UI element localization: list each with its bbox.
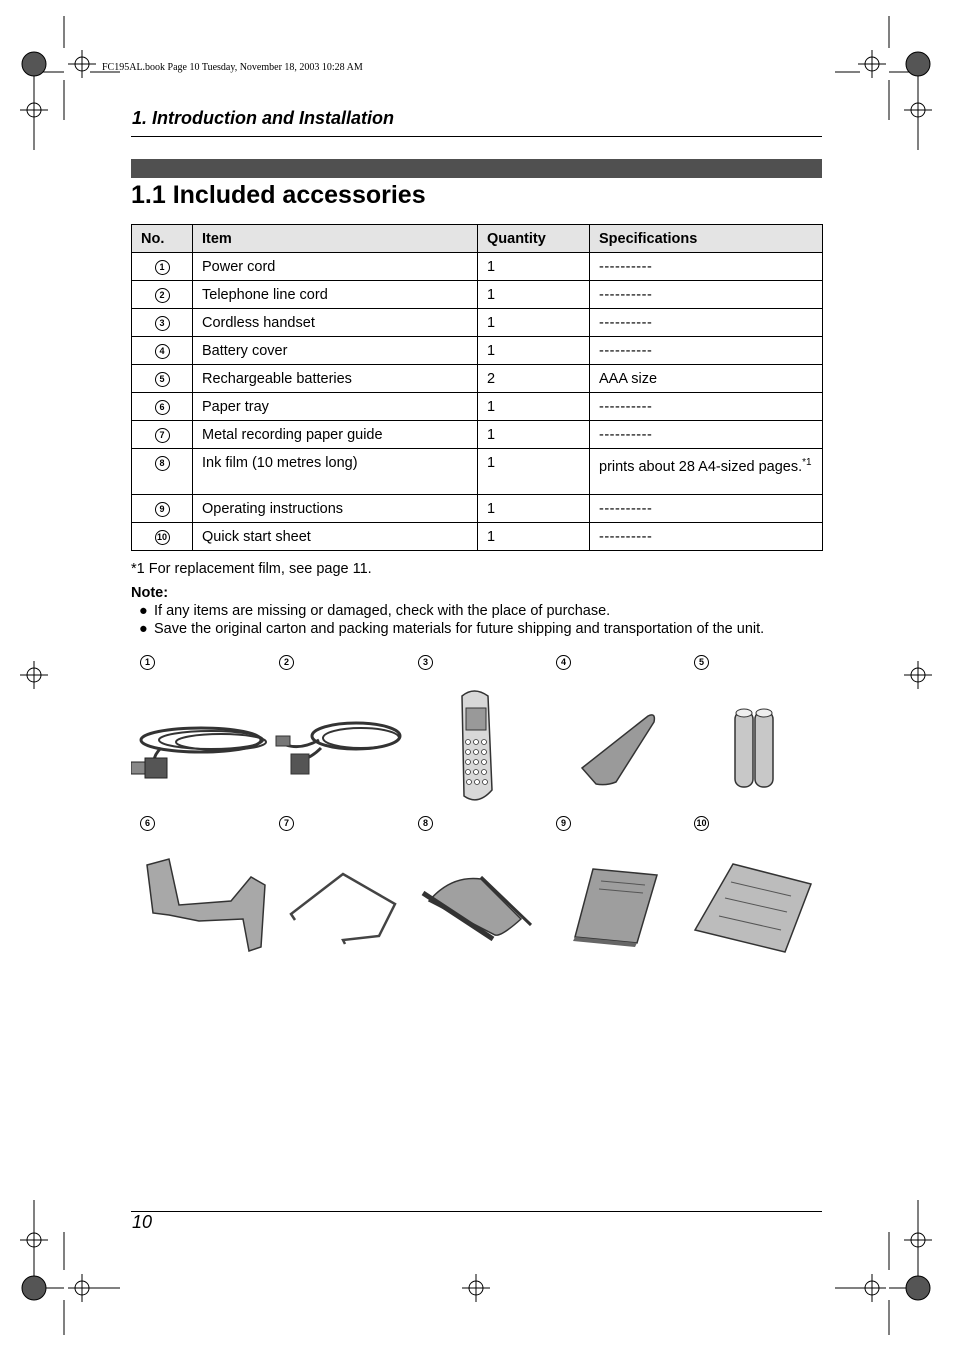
figure-label: 2 <box>279 655 294 670</box>
item-name: Cordless handset <box>202 314 315 331</box>
item-number: 4 <box>155 344 170 359</box>
item-specification: AAA size <box>599 370 658 387</box>
item-specification: ---------- <box>599 314 653 331</box>
item-quantity: 1 <box>487 455 496 471</box>
figure-label: 4 <box>556 655 571 670</box>
item-number: 7 <box>155 428 170 443</box>
item-quantity: 2 <box>487 370 496 387</box>
item-specification: prints about 28 A4-sized pages. <box>599 458 803 475</box>
chapter-title: 1. Introduction and Installation <box>132 108 395 128</box>
item-quantity: 1 <box>487 258 496 275</box>
item-name: Telephone line cord <box>202 286 328 303</box>
item-name: Operating instructions <box>202 500 344 517</box>
page-number: 10 <box>132 1212 153 1232</box>
item-number: 5 <box>155 372 170 387</box>
figure-label: 3 <box>418 655 433 670</box>
note-heading: Note: <box>131 585 169 601</box>
item-number: 9 <box>155 502 170 517</box>
operating-instructions-icon <box>573 869 657 947</box>
figure-label: 7 <box>279 816 294 831</box>
bullet-icon: ● <box>139 621 148 637</box>
footer-rule <box>131 1211 822 1212</box>
registration-target-icon <box>906 1276 930 1300</box>
section-band <box>131 159 822 178</box>
table-header-row <box>132 225 823 253</box>
item-specification: ---------- <box>599 342 653 359</box>
item-name: Battery cover <box>202 342 288 359</box>
item-specification: ---------- <box>599 426 653 443</box>
column-header-item: Item <box>193 225 478 253</box>
item-specification: ---------- <box>599 286 653 303</box>
item-number: 1 <box>155 260 170 275</box>
item-specification: ---------- <box>599 398 653 415</box>
table-row <box>132 253 823 281</box>
figure-label: 6 <box>140 816 155 831</box>
item-name: Ink film (10 metres long) <box>202 455 358 471</box>
item-quantity: 1 <box>487 398 496 415</box>
bullet-icon: ● <box>139 603 148 619</box>
column-header-no: No. <box>132 225 193 253</box>
item-quantity: 1 <box>487 286 496 303</box>
power-cord-icon <box>131 728 266 778</box>
telephone-line-cord-icon <box>276 723 400 774</box>
table-row <box>132 393 823 421</box>
registration-target-icon <box>906 52 930 76</box>
item-specification: ---------- <box>599 258 653 275</box>
column-header-specifications: Specifications <box>590 225 823 253</box>
item-name: Metal recording paper guide <box>202 426 383 443</box>
table-row <box>132 365 823 393</box>
table-row <box>132 495 823 523</box>
paper-guide-icon <box>291 874 395 944</box>
item-number: 10 <box>155 530 170 545</box>
batteries-icon <box>735 709 773 787</box>
footnote: *1 For replacement film, see page 11. <box>131 561 372 577</box>
figure-label: 5 <box>694 655 709 670</box>
registration-target-icon <box>22 1276 46 1300</box>
figure-label: 9 <box>556 816 571 831</box>
item-number: 3 <box>155 316 170 331</box>
note-item: ● If any items are missing or damaged, check with the place of purchase. <box>139 603 611 619</box>
ink-film-icon <box>423 877 531 939</box>
item-name: Paper tray <box>202 398 269 415</box>
registration-target-icon <box>22 52 46 76</box>
item-specification: ---------- <box>599 500 653 517</box>
figure-label: 8 <box>418 816 433 831</box>
item-quantity: 1 <box>487 528 496 545</box>
item-quantity: 1 <box>487 314 496 331</box>
item-number: 8 <box>155 456 170 471</box>
figure-label: 10 <box>694 816 709 831</box>
item-quantity: 1 <box>487 426 496 443</box>
quick-start-sheet-icon <box>695 864 811 952</box>
section-title: 1.1 Included accessories <box>131 181 426 209</box>
item-name: Rechargeable batteries <box>202 370 352 387</box>
file-slug: FC195AL.book Page 10 Tuesday, November 18, 2003 10:28 AM <box>102 62 363 73</box>
table-row <box>132 449 823 495</box>
item-number: 6 <box>155 400 170 415</box>
note-item: ● Save the original carton and packing materials for future shipping and transportation of the unit. <box>139 621 765 637</box>
item-specification: ---------- <box>599 528 653 545</box>
footnote-ref: *1 <box>802 457 812 468</box>
table-row <box>132 337 823 365</box>
item-quantity: 1 <box>487 500 496 517</box>
accessories-table <box>131 224 823 551</box>
figure-label: 1 <box>140 655 155 670</box>
accessories-illustrations <box>131 680 823 970</box>
table-row <box>132 523 823 551</box>
table-row <box>132 309 823 337</box>
table-row <box>132 281 823 309</box>
item-name: Quick start sheet <box>202 528 311 545</box>
column-header-quantity: Quantity <box>478 225 590 253</box>
paper-tray-icon <box>147 859 265 951</box>
cordless-handset-icon <box>462 691 492 800</box>
table-row <box>132 421 823 449</box>
item-quantity: 1 <box>487 342 496 359</box>
item-name: Power cord <box>202 258 276 275</box>
battery-cover-icon <box>582 715 654 785</box>
item-number: 2 <box>155 288 170 303</box>
header-rule <box>131 136 822 137</box>
